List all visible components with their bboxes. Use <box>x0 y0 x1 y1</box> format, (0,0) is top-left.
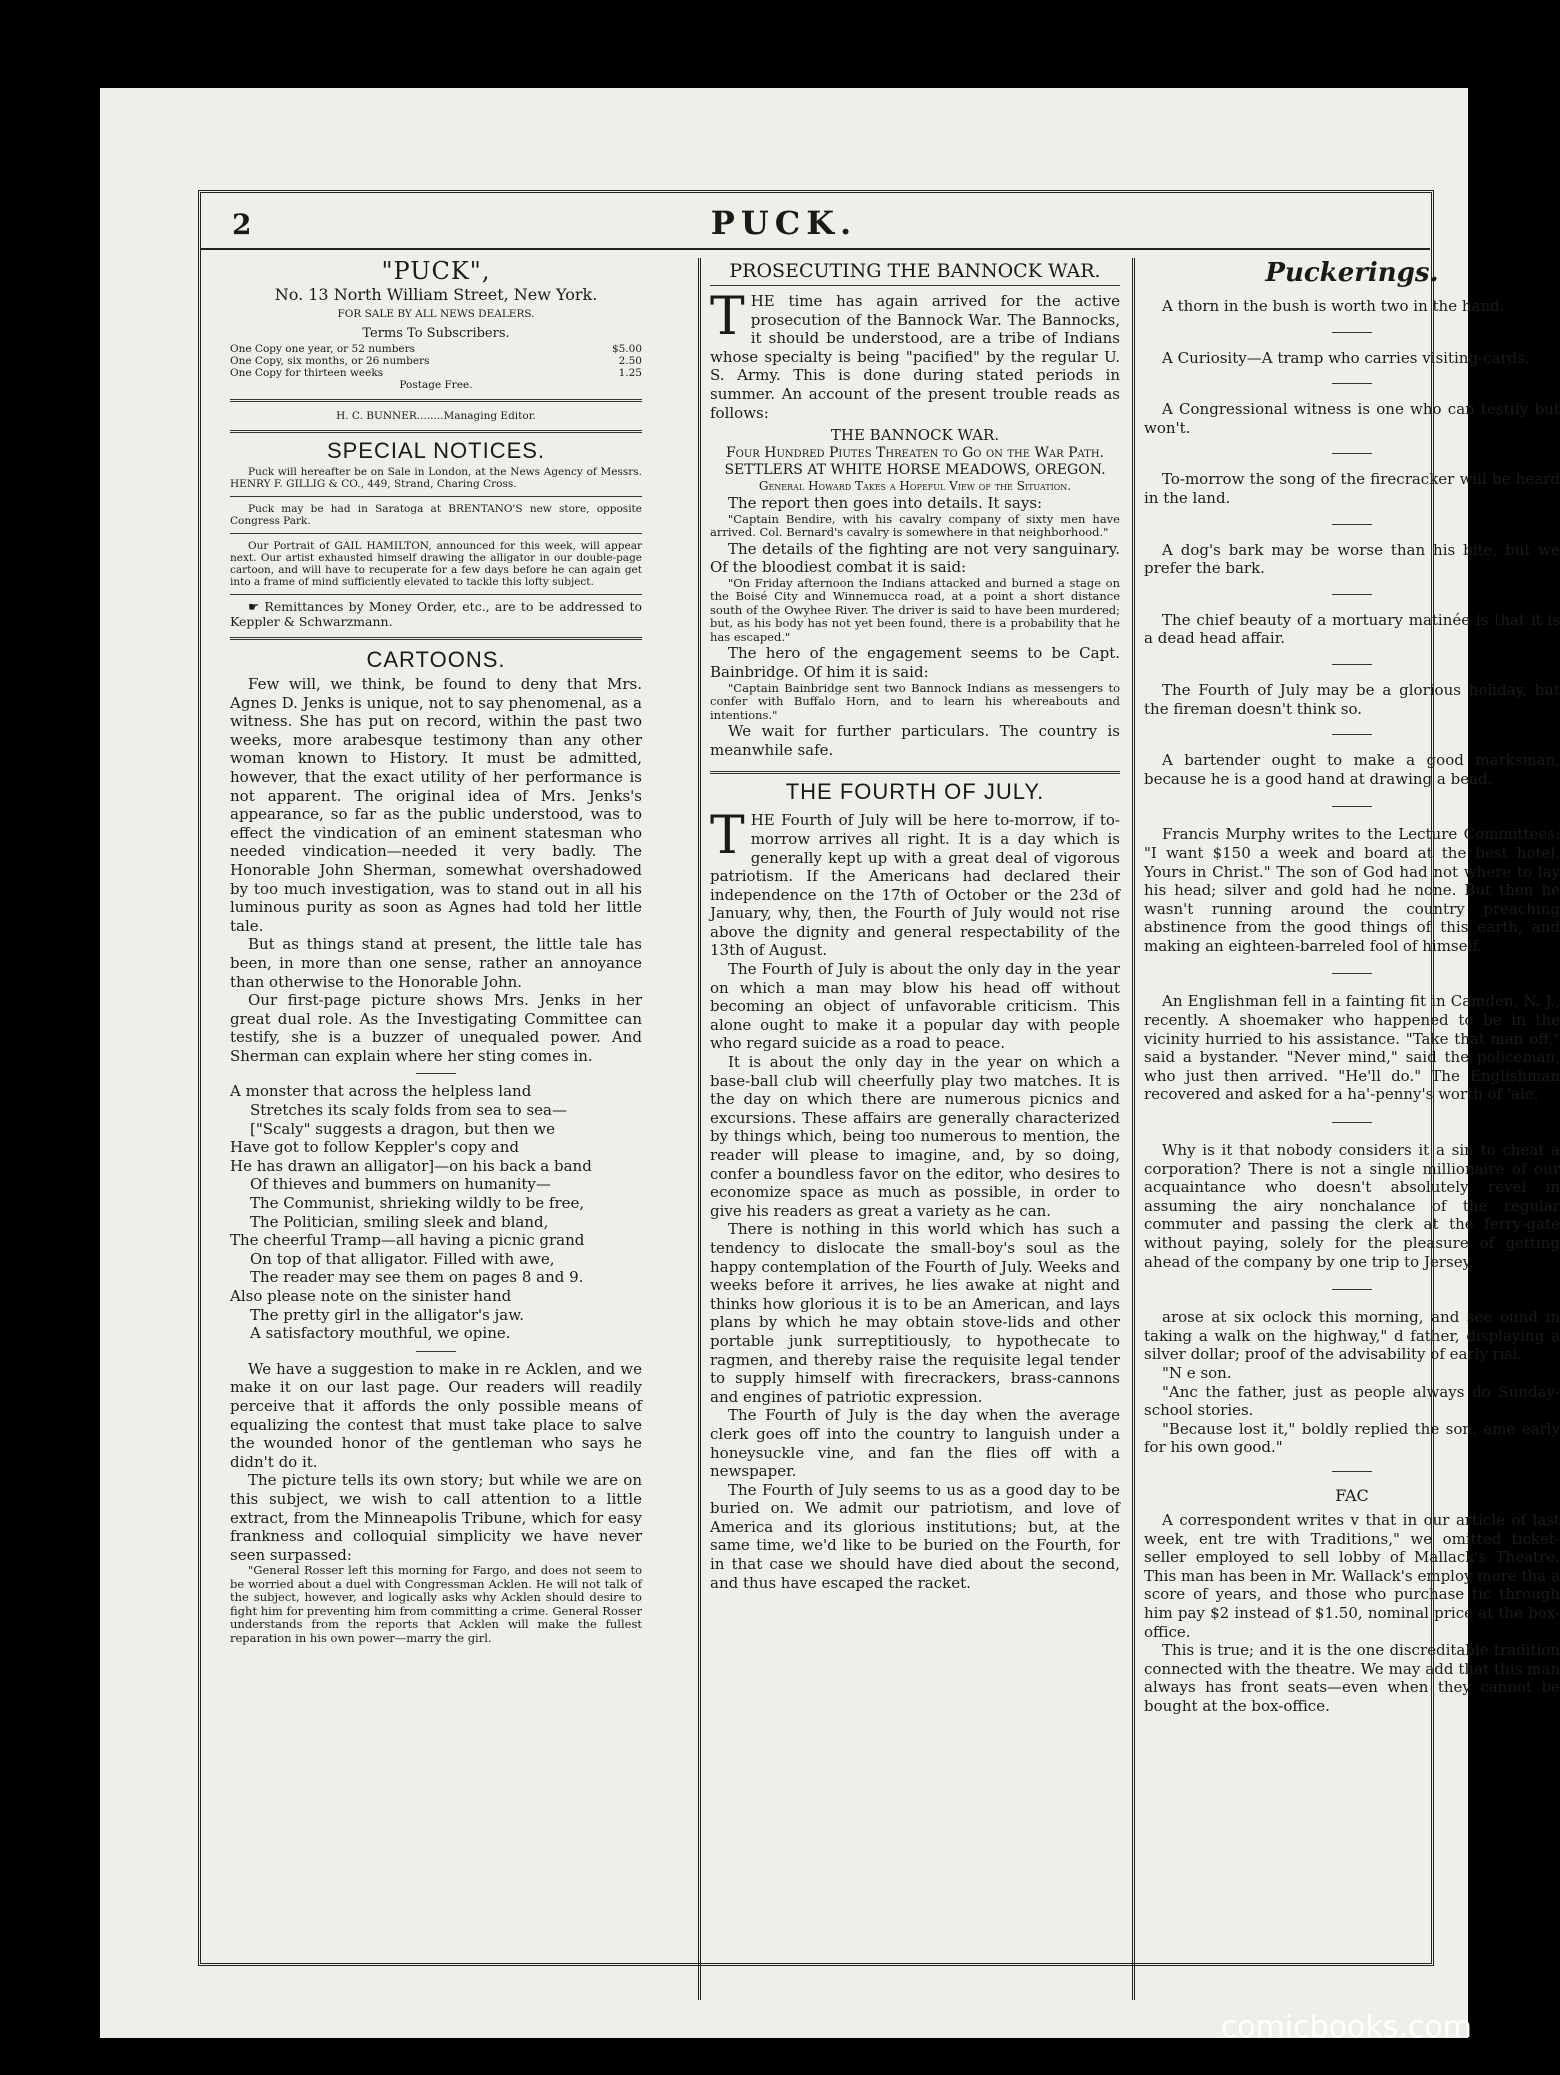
corporation-paragraph: Why is it that nobody considers it a sin to cheat a corporation? There is not a single millionaire of our acquaintance who doesn't absolutely revel in assuming the airy nonchalance of the regular commuter and passing the clerk at the ferry-gate without paying, solely for the pleasure of getting ahead of the company by one trip to Jersey. <box>1144 1141 1560 1271</box>
fourth-p5: The Fourth of July is the day when the average clerk goes off into the country to languish under a honeysuckle vine, and fan the flies off with a newspaper. <box>710 1406 1120 1481</box>
column-3 <box>1144 258 1560 1715</box>
fourth-p3: It is about the only day in the year on which a base-ball club will cheerfully play two matches. It is the day on which there are numerous picnics and excursions. These affairs are generally characterized by things which, being too numerous to mention, the reader will please to imagine, and, by so doing, confer a boundless favor on the editor, who desires to economize space as much as possible, in order to give his readers as great a variety as he can. <box>710 1053 1120 1220</box>
notice-portrait: Our Portrait of GAIL HAMILTON, announced for this week, will appear next. Our artist exhausted himself drawing the alligator in our double-page cartoon, and will have to recuperate for a few days before he can again get into a frame of mind sufficiently elevated to tackle this lofty subject. <box>230 540 642 588</box>
puckering-item: The Fourth of July may be a glorious holiday, but the fireman doesn't think so. <box>1144 680 1560 718</box>
fourth-title: THE FOURTH OF JULY. <box>785 779 1045 805</box>
fourth-p1: THE Fourth of July will be here to-morrow, if to-morrow arrives all right. It is a day which is generally kept up with a great deal of vigorous patriotism. If the Americans had declared their independence on the 17th of October or the 23d of January, why, then, the Fourth of July would not rise above the dignity and general respectability of the 13th of August. <box>710 806 1120 960</box>
bannock-p3: The details of the fighting are not very sanguinary. Of the bloodiest combat it is said: <box>710 539 1120 577</box>
divider <box>230 430 642 433</box>
arose-p4: "Because lost it," boldly replied the son, ame early for his own good." <box>1144 1419 1560 1457</box>
cartoons-p3: Our first-page picture shows Mrs. Jenks in her great dual role. As the Investigating Committee can testify, she is a buzzer of unequaled power. And Sherman can explain where her sting comes in. <box>230 991 642 1065</box>
puckering-item: A thorn in the bush is worth two in the hand. <box>1162 297 1505 315</box>
notice-london: Puck will hereafter be on Sale in London, at the News Agency of Messrs. HENRY F. GILLIG & CO., 449, Strand, Charing Cross. <box>230 466 642 490</box>
fac-p1: A correspondent writes v that in our article of last week, ent tre with Traditions," we omitted ticket-seller employed to sell lobby of Mallack's Theatre. This man has been in Mr. Wallack's employ more tha a score of years, and those who purchase tic through him pay $2 instead of $1.50, nominal price at the box-office. <box>1144 1510 1560 1641</box>
cartoons-title: CARTOONS. <box>366 647 506 672</box>
acklen-quote: "General Rosser left this morning for Fargo, and does not seem to be worried about a duel with Congressman Acklen. He will not talk of the subject, however, and logically asks why Acklen should desire to fight him for preventing him from committing a crime. General Rosser understands from the reports that Acklen will make the fullest reparation in his own power—marry the girl. <box>230 1563 642 1645</box>
dispatch-line: Four Hundred Piutes Threaten to Go on the War Path. <box>725 445 1105 462</box>
notice-saratoga: Puck may be had in Saratoga at BRENTANO'S new store, opposite Congress Park. <box>230 503 642 527</box>
fac-title: FAC <box>1335 1485 1369 1505</box>
cartoons-p2: But as things stand at present, the little tale has been, in more than one sense, rather an annoyance than otherwise to the Honorable John. <box>230 935 642 991</box>
dispatch-line: SETTLERS AT WHITE HORSE MEADOWS, OREGON. <box>724 462 1106 479</box>
acklen-p1: We have a suggestion to make in re Acklen, and we make it on our last page. Our readers will readily perceive that it affords the only possible means of equalizing the contest that must take place to salve the wounded honor of the gentleman who says he didn't do it. <box>230 1359 642 1471</box>
arose-p3: "Anc the father, just as people always do Sunday-school stories. <box>1144 1382 1560 1420</box>
dispatch-head: THE BANNOCK WAR. <box>830 426 1000 445</box>
postage-line: Postage Free. <box>399 379 473 391</box>
alligator-poem: A monster that across the helpless land Stretches its scaly folds from sea to sea— ["Scaly" suggests a dragon, but then we Have got to follow Keppler's copy and He has drawn an alligator]—on his back a band Of thieves and bummers on humanity— The Communist, shrieking wildly to be free, The Politician, smiling sleek and bland, The cheerful Tramp—all having a picnic grand On top of that alligator. Filled with awe, The reader may see them on pages 8 and 9. Also please note on the sinister hand The pretty girl in the alligator's jaw. A satisfactory mouthful, we opine. <box>230 1082 592 1343</box>
notice-remittances: ☛ Remittances by Money Order, etc., are to be addressed to Keppler & Schwarzmann. <box>230 599 642 629</box>
column-1 <box>230 258 642 1645</box>
masthead-title: PUCK. <box>710 204 858 242</box>
terms-row: One Copy for thirteen weeks 1.25 <box>230 367 642 379</box>
puckerings-title: Puckerings. <box>1265 258 1439 288</box>
bannock-quote3: "Captain Bainbridge sent two Bannock Indians as messengers to confer with Buffalo Horn, and to learn his whereabouts and intentions." <box>710 680 1120 722</box>
acklen-p2: The picture tells its own story; but while we are on this subject, we wish to call attention to a little extract, from the Minneapolis Tribune, which for easy frankness and colloquial simplicity we have never seen surpassed: <box>230 1471 642 1564</box>
page-number: 2 <box>232 208 252 241</box>
puck-title: "PUCK", <box>381 257 491 285</box>
englishman-paragraph: An Englishman fell in a fainting fit in Camden, N. J., recently. A shoemaker who happened to be in the vicinity hurried to his assistance. "Take that man off," said a bystander. "Never mind," said the policeman, who just then arrived. "He'll do." The Englishman recovered and asked for a ha'-penny's worth of 'ale. <box>1144 992 1560 1104</box>
fourth-p6: The Fourth of July seems to us as a good day to be buried on. We admit our patriotism, and love of America and its glorious institutions; but, at the same time, we'd like to be buried on the Fourth, for in that case we should have died about the second, and thus have escaped the racket. <box>710 1480 1120 1592</box>
fourth-p4: There is nothing in this world which has such a tendency to dislocate the small-boy's soul as the happy contemplation of the Fourth of July. Weeks and weeks before it arrives, he lies awake at night and thinks how glorious it is to be an American, and lays plans by which he may obtain stove-lids and other portable junk surreptitiously, to hypothecate to ragmen, and thereby raise the requisite legal tender to supply himself with firecrackers, brass-cannons and engines of patriotic expression. <box>710 1220 1120 1406</box>
bannock-p1: THE time has again arrived for the active prosecution of the Bannock War. The Bannocks, it should be understood, are a tribe of Indians whose specialty is being "pacified" by the regular U. S. Army. This is done during stated periods in summer. An account of the present trouble reads as follows: <box>710 287 1120 422</box>
bannock-p2: The report then goes into details. It says: <box>728 494 1043 513</box>
address: No. 13 North William Street, New York. <box>274 285 598 304</box>
bannock-quote2: "On Friday afternoon the Indians attacked and burned a stage on the Boisé City and Winnemucca road, at a point a short distance south of the Owyhee River. The driver is said to have been murdered; but, as his body has not yet been found, there is a probability that he has escaped." <box>710 575 1120 644</box>
divider <box>230 637 642 640</box>
bannock-quote1: "Captain Bendire, with his cavalry company of sixty men have arrived. Col. Bernard's cavalry is somewhere in that neighborhood." <box>710 511 1120 540</box>
arose-p1: arose at six oclock this morning, and see ound in taking a walk on the highway," d father, displaying a silver dollar; proof of the advisability of early risi. <box>1144 1308 1560 1364</box>
puckering-item: The chief beauty of a mortuary matinée is that it is a dead head affair. <box>1144 610 1560 648</box>
terms-row: One Copy one year, or 52 numbers $5.00 <box>230 343 642 355</box>
puckering-item: A Congressional witness is one who can testify but won't. <box>1144 400 1560 437</box>
bannock-title: PROSECUTING THE BANNOCK WAR. <box>729 260 1101 282</box>
dropcap-t: T <box>710 287 745 347</box>
cartoons-p1: Few will, we think, be found to deny that Mrs. Agnes D. Jenks is unique, not to say phenomenal, as a witness. She has put on record, within the past two weeks, more arabesque testimony than any other woman known to History. It must be admitted, however, that the exact utility of her performance is not apparent. The original idea of Mrs. Jenks's appearance, so far as the public understood, was to effect the vindication of an eminent statesman who needed vindication—needed it very badly. The Honorable John Sherman, somewhat overshadowed by too much investigation, was to stand out in all his luminous purity as soon as Agnes had told her little tale. <box>230 675 642 935</box>
dropcap-t: T <box>710 806 745 867</box>
terms-row: One Copy, six months, or 26 numbers 2.50 <box>230 355 642 367</box>
column-divider <box>1132 258 1135 2000</box>
special-notices-title: SPECIAL NOTICES. <box>326 438 546 463</box>
editor-line: H. C. BUNNER........Managing Editor. <box>336 410 536 422</box>
bannock-p4: The hero of the engagement seems to be Capt. Bainbridge. Of him it is said: <box>710 644 1120 682</box>
bannock-p5: We wait for further particulars. The country is meanwhile safe. <box>710 722 1120 759</box>
column-divider <box>698 258 701 2000</box>
fourth-p2: The Fourth of July is about the only day in the year on which a man may blow his head off without becoming an object of unfavorable criticism. This alone ought to make it a popular day with people who regard suicide as a road to peace. <box>710 960 1120 1053</box>
puckering-item: A dog's bark may be worse than his bite, but we prefer the bark. <box>1144 540 1560 578</box>
puckering-item: A bartender ought to make a good marksman, because he is a good hand at drawing a bead. <box>1144 751 1560 788</box>
puckering-item: To-morrow the song of the firecracker will be heard in the land. <box>1144 470 1560 507</box>
divider <box>710 771 1120 774</box>
newspaper-page <box>100 88 1560 2038</box>
murphy-paragraph: Francis Murphy writes to the Lecture Committees: "I want $150 a week and board at the best hotel. Yours in Christ." The son of God had not where to lay his head; silver and gold had he none. But then he wasn't running around the country preaching abstinence from the good things of this earth, and making an eighteen-barreled fool of himself. <box>1144 825 1560 955</box>
column-2 <box>710 258 1120 1592</box>
terms-title: Terms To Subscribers. <box>362 326 510 341</box>
masthead-rule <box>200 248 1430 250</box>
fac-p2: This is true; and it is the one discreditable tradition connected with the theatre. We may add that this man always has front seats—even when they cannot be bought at the box-office. <box>1144 1641 1560 1715</box>
divider <box>230 399 642 402</box>
watermark: comicbooks.com <box>1220 2010 1472 2045</box>
pointing-hand-icon: ☛ <box>248 599 265 614</box>
puckering-item: A Curiosity—A tramp who carries visiting-cards. <box>1162 348 1530 367</box>
dispatch-line: General Howard Takes a Hopeful View of the Situation. <box>758 479 1072 494</box>
arose-p2: "N e son. <box>1162 1363 1232 1382</box>
sale-line: FOR SALE BY ALL NEWS DEALERS. <box>337 308 535 320</box>
